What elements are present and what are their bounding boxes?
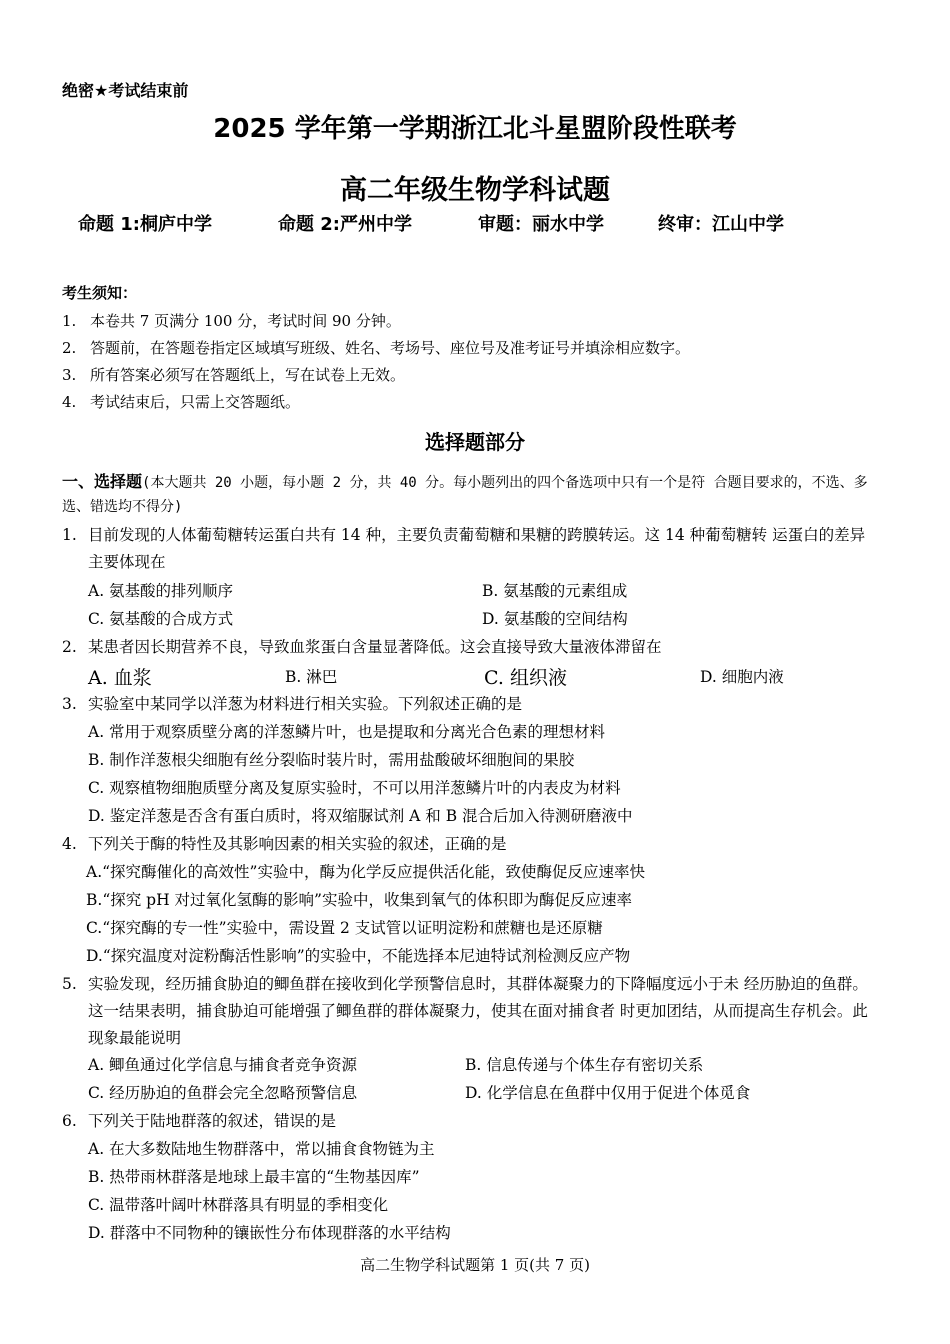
option: B. 淋巴 (285, 668, 338, 686)
option: A.“探究酶催化的高效性”实验中，酶为化学反应提供活化能，致使酶促反应速率快 (86, 863, 645, 881)
question: 5. 实验发现，经历捕食胁迫的鲫鱼群在接收到化学预警信息时，其群体凝聚力的下降幅度远小于未 经历胁迫的鱼群。这一结果表明，捕食胁迫可能增强了鲫鱼群的群体凝聚力，使其在面对捕食者 时更加团结，从而提高生存机会。此现象最能说明 (62, 971, 880, 1052)
option: A. 在大多数陆地生物群落中，常以捕食食物链为主 (88, 1140, 435, 1158)
option: C. 观察植物细胞质壁分离及复原实验时，不可以用洋葱鳞片叶的内表皮为材料 (88, 779, 621, 797)
question: 1. 目前发现的人体葡萄糖转运蛋白共有 14 种，主要负责葡萄糖和果糖的跨膜转运。这 14 种葡萄糖转 运蛋白的差异主要体现在 (62, 522, 880, 576)
question: 3. 实验室中某同学以洋葱为材料进行相关实验。下列叙述正确的是 (62, 691, 880, 718)
question-stem: 目前发现的人体葡萄糖转运蛋白共有 14 种，主要负责葡萄糖和果糖的跨膜转运。这 14 种葡萄糖转 运蛋白的差异主要体现在 (88, 526, 866, 571)
option: C. 组织液 (484, 667, 567, 689)
notice-heading: 考生须知： (62, 284, 138, 302)
question-stem: 实验发现，经历捕食胁迫的鲫鱼群在接收到化学预警信息时，其群体凝聚力的下降幅度远小于未 经历胁迫的鱼群。这一结果表明，捕食胁迫可能增强了鲫鱼群的群体凝聚力，使其在面对捕食者 时更加团结，从而提高生存机会。此现象最能说明 (88, 975, 868, 1047)
option: A. 血浆 (88, 667, 152, 689)
exam-title: 2025 学年第一学期浙江北斗星盟阶段性联考 (213, 114, 737, 144)
option: A. 常用于观察质壁分离的洋葱鳞片叶，也是提取和分离光合色素的理想材料 (88, 723, 606, 741)
option: D.“探究温度对淀粉酶活性影响”的实验中，不能选择本尼迪特试剂检测反应产物 (86, 947, 631, 965)
authors-line (78, 210, 878, 236)
option: B.“探究 pH 对过氧化氢酶的影响”实验中，收集到氧气的体积即为酶促反应速率 (86, 891, 632, 909)
part-heading (62, 470, 882, 519)
option: D. 细胞内液 (700, 668, 784, 686)
option: D. 群落中不同物种的镶嵌性分布体现群落的水平结构 (88, 1224, 451, 1242)
question-stem: 下列关于陆地群落的叙述，错误的是 (88, 1112, 337, 1130)
author-1: 命题 1:桐庐中学 (78, 214, 212, 235)
subject-title: 高二年级生物学科试题 (340, 175, 610, 206)
notice-item: 2. 答题前，在答题卷指定区域填写班级、姓名、考场号、座位号及准考证号并填涂相应数字。 (62, 339, 691, 357)
question-stem: 某患者因长期营养不良，导致血浆蛋白含量显著降低。这会直接导致大量液体滞留在 (88, 638, 662, 656)
part-title: 一、选择题 (62, 472, 143, 491)
notice-item: 4. 考试结束后，只需上交答题纸。 (62, 393, 301, 411)
option: C. 温带落叶阔叶林群落具有明显的季相变化 (88, 1196, 389, 1214)
part-instructions: (本大题共 20 小题，每小题 2 分，共 40 分。每小题列出的四个备选项中只有一个是符 合题目要求的，不选、多选、错选均不得分) (62, 475, 868, 515)
section-title: 选择题部分 (425, 430, 525, 454)
option: D. 鉴定洋葱是否含有蛋白质时，将双缩脲试剂 A 和 B 混合后加入待测研磨液中 (88, 807, 633, 825)
reviewer: 审题：丽水中学 (478, 214, 604, 235)
notice-item: 1. 本卷共 7 页满分 100 分，考试时间 90 分钟。 (62, 312, 401, 330)
option: B. 氨基酸的元素组成 (482, 582, 628, 600)
question: 6. 下列关于陆地群落的叙述，错误的是 (62, 1108, 880, 1135)
final-reviewer: 终审：江山中学 (658, 214, 784, 235)
option: B. 热带雨林群落是地球上最丰富的“生物基因库” (88, 1168, 420, 1186)
option: B. 信息传递与个体生存有密切关系 (465, 1056, 704, 1074)
notice-item: 3. 所有答案必须写在答题纸上，写在试卷上无效。 (62, 366, 406, 384)
option: D. 化学信息在鱼群中仅用于促进个体觅食 (465, 1084, 751, 1102)
question: 2. 某患者因长期营养不良，导致血浆蛋白含量显著降低。这会直接导致大量液体滞留在 (62, 634, 880, 661)
confidential-label: 绝密★考试结束前 (62, 81, 189, 100)
page-footer: 高二生物学科试题第 1 页(共 7 页) (360, 1256, 590, 1274)
option: C. 氨基酸的合成方式 (88, 610, 234, 628)
option: B. 制作洋葱根尖细胞有丝分裂临时装片时，需用盐酸破坏细胞间的果胶 (88, 751, 575, 769)
option: A. 鲫鱼通过化学信息与捕食者竞争资源 (88, 1056, 358, 1074)
option: A. 氨基酸的排列顺序 (88, 582, 234, 600)
question-stem: 下列关于酶的特性及其影响因素的相关实验的叙述，正确的是 (88, 835, 507, 853)
option: D. 氨基酸的空间结构 (482, 610, 628, 628)
author-2: 命题 2:严州中学 (278, 214, 412, 235)
option: C. 经历胁迫的鱼群会完全忽略预警信息 (88, 1084, 358, 1102)
question: 4. 下列关于酶的特性及其影响因素的相关实验的叙述，正确的是 (62, 831, 880, 858)
question-stem: 实验室中某同学以洋葱为材料进行相关实验。下列叙述正确的是 (88, 695, 523, 713)
option: C.“探究酶的专一性”实验中，需设置 2 支试管以证明淀粉和蔗糖也是还原糖 (86, 919, 603, 937)
